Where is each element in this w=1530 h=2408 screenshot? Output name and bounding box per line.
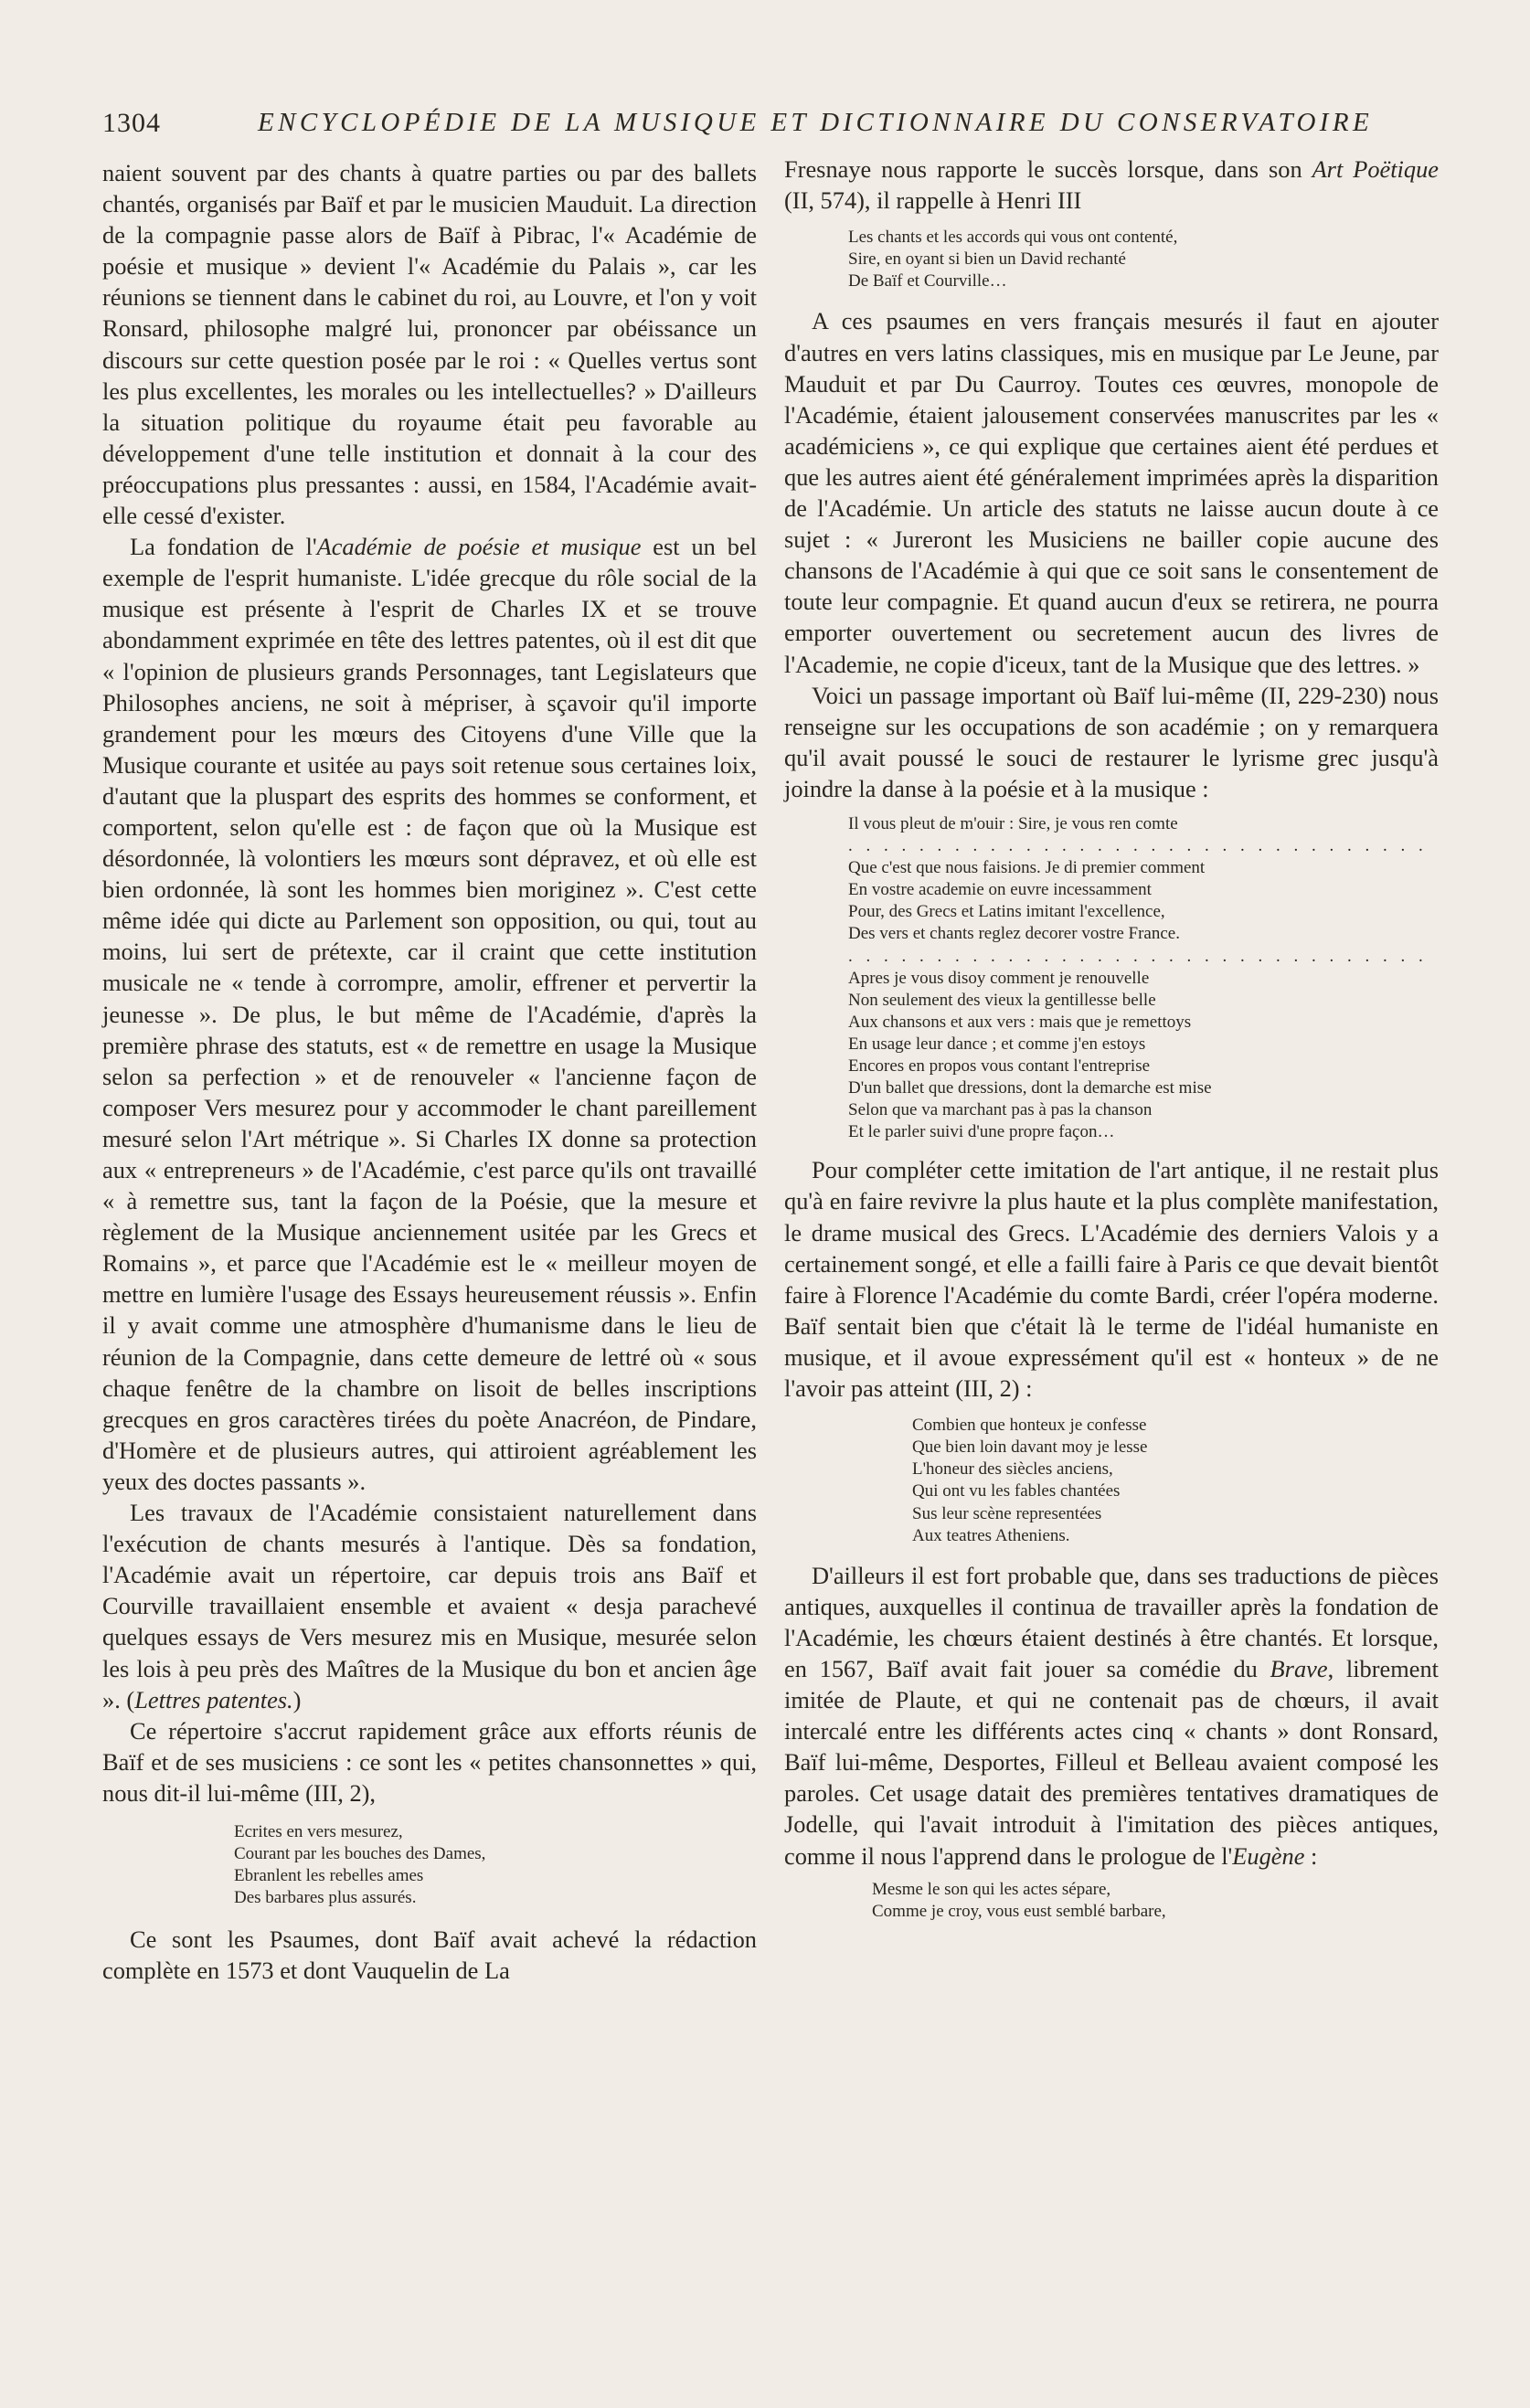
paragraph: naient souvent par des chants à quatre parties ou par des ballets chantés, organisés par Baïf et par le musicien Mauduit. La direction de la compagnie passe alors de Baïf à Pibrac, l'« Académie de poésie et musique » devient l'« Académie du Palais », car les réunions se tiennent dans le cabinet du roi, au Louvre, et l'on y voit Ronsard, philosophe malgré lui, prononcer par obéissance un discours sur cette question posée par le roi : « Quelles vertus sont les plus excellentes, les morales ou les intellectuelles? » D'ailleurs la situation politique du royaume était peu favorable au développement d'une telle institution et donnait à la cour des préoccupations plus pressantes : aussi, en 1584, l'Académie avait-elle cessé d'exister. [102, 159, 757, 530]
italic-title: Art Poëtique [1312, 155, 1439, 183]
italic-title: Lettres patentes. [134, 1685, 293, 1713]
verse-line: En vostre academie on euvre incessamment [848, 880, 1152, 900]
verse-line: Ebranlent les rebelles ames [234, 1866, 424, 1886]
verse-quote [912, 1415, 1439, 1547]
verse-line: Selon que va marchant pas à pas la chanson [848, 1100, 1153, 1120]
verse-quote [234, 1821, 757, 1909]
verse-line: Sire, en oyant si bien un David rechanté [848, 249, 1126, 270]
verse-line: Encores en propos vous contant l'entreprise [848, 1056, 1151, 1076]
paragraph: Les travaux de l'Académie consistaient naturellement dans l'exécution de chants mesurés à l'antique. Dès sa fondation, l'Académie avait un répertoire, car depuis trois ans Baïf et Courville travaillaient ensemble et avaient « desja parachevé quelques essays de Vers mesurez mis en Musique, mesurée selon les lois à peu près des Maîtres de la Musique du bon et ancien âge ». (Lettres patentes.) [102, 1499, 757, 1713]
verse-line: Aux teatres Atheniens. [912, 1525, 1070, 1545]
verse-line: D'un ballet que dressions, dont la demarche est mise [848, 1078, 1212, 1098]
verse-line: Et le parler suivi d'une propre façon… [848, 1122, 1115, 1142]
verse-line: Apres je vous disoy comment je renouvelle [848, 968, 1150, 988]
verse-line: Courant par les bouches des Dames, [234, 1844, 486, 1864]
running-head [102, 108, 1428, 144]
italic-title: Brave [1270, 1654, 1328, 1682]
verse-line: Aux chansons et aux vers : mais que je remettoys [848, 1012, 1192, 1032]
verse-line: Non seulement des vieux la gentillesse belle [848, 990, 1156, 1010]
verse-quote [872, 1879, 1439, 1923]
verse-line: De Baïf et Courville… [848, 271, 1007, 292]
paragraph: Ce répertoire s'accrut rapidement grâce aux efforts réunis de Baïf et de ses musiciens : ce sont les « petites chansonnettes » qui, nous dit-il lui-même (III, 2), [102, 1716, 757, 1807]
verse-line: Ecrites en vers mesurez, [234, 1821, 403, 1841]
paragraph: Ce sont les Psaumes, dont Baïf avait achevé la rédaction complète en 1573 et dont Vauquelin de La [102, 1925, 757, 1985]
verse-line: Des vers et chants reglez decorer vostre France. [848, 924, 1180, 944]
paragraph: Voici un passage important où Baïf lui-même (II, 229-230) nous renseigne sur les occupations de son académie ; on y remarquera qu'il avait poussé le souci de restaurer le lyrisme grec jusqu'à joindre la danse à la poésie et à la musique : [784, 681, 1439, 802]
verse-quote [848, 813, 1439, 1143]
left-column [102, 157, 757, 1987]
paragraph: Pour compléter cette imitation de l'art antique, il ne restait plus qu'à en faire revivre la plus haute et la plus complète manifestation, le drame musical des Grecs. L'Académie des derniers Valois y a certainement songé, et elle a failli faire à Paris ce que devait bientôt faire à Florence l'Académie du comte Bardi, créer l'opéra moderne. Baïf sentait bien que c'était là le terme de l'idéal humaniste en musique, et il avoue expressément qu'il est « honteux » de ne l'avoir pas atteint (III, 2) : [784, 1156, 1439, 1403]
italic-title: Académie de poésie et musique [316, 533, 642, 561]
ellipsis-dots: . . . . . . . . . . . . . . . . . . . . . . . . . . . . . . . . . [848, 836, 1428, 856]
italic-title: Eugène [1232, 1841, 1305, 1870]
page-number: 1304 [102, 108, 161, 138]
verse-line: Pour, des Grecs et Latins imitant l'excellence, [848, 902, 1165, 922]
verse-line: Il vous pleut de m'ouir : Sire, je vous ren comte [848, 813, 1178, 833]
verse-line: Sus leur scène representées [912, 1503, 1102, 1523]
ellipsis-dots: . . . . . . . . . . . . . . . . . . . . . . . . . . . . . . . . . [848, 946, 1428, 966]
verse-line: Les chants et les accords qui vous ont contenté, [848, 228, 1178, 248]
running-head-title: ENCYCLOPÉDIE DE LA MUSIQUE ET DICTIONNAIRE DU CONSERVATOIRE [258, 108, 1374, 137]
verse-quote [848, 227, 1439, 292]
verse-line: L'honeur des siècles anciens, [912, 1459, 1113, 1480]
paragraph: Fresnaye nous rapporte le succès lorsque, dans son Art Poëtique (II, 574), il rappelle à Henri III [784, 155, 1439, 215]
right-column [784, 154, 1439, 1923]
paragraph: La fondation de l'Académie de poésie et musique est un bel exemple de l'esprit humaniste. L'idée grecque du rôle social de la musique est présente à l'esprit de Charles IX et se trouve abondamment exprimée en tête des lettres patentes, où il est dit que « l'opinion de plusieurs grands Personnages, tant Legislateurs que Philosophes anciens, ne soit à mépriser, à sçavoir qu'il importe grandement pour les mœurs des Citoyens d'une Ville que la Musique courante et usitée au pays soit retenue sous certaines loix, d'autant que la pluspart des esprits des hommes se conforment, et comportent, selon qu'elle est : de façon que où la Musique est désordonnée, là volontiers les mœurs sont dépravez, et où elle est bien ordonnée, là sont les hommes bien moriginez ». C'est cette même idée qui dicte au Parlement son opposition, ou qui, tout au moins, lui sert de prétexte, car il craint que cette institution musicale ne « tende à corrompre, amolir, effrener et pervertir la jeunesse ». De plus, le but même de l'Académie, d'après la première phrase des statuts, est « de remettre en usage la Musique selon sa perfection » et de renouveler « l'ancienne façon de composer Vers mesurez pour y accommoder le chant pareillement mesuré selon l'Art métrique ». Si Charles IX donne sa protection aux « entrepreneurs » de l'Académie, c'est parce qu'ils ont travaillé « à remettre sus, tant la façon de la Poésie, que la mesure et règlement de la Musique anciennement usitée par les Grecs et Romains », et parce que l'Académie est le « meilleur moyen de mettre en lumière l'usage des Essays heureusement réussis ». Enfin il y avait comme une atmosphère d'humanisme dans le lieu de réunion de la Compagnie, dans cette demeure de lettré où « sous chaque fenêtre de la chambre on lisoit de belles inscriptions grecques en gros caractères tirées du poète Anacréon, de Pindare, d'Homère et de plusieurs autres, qui attiroient agréablement les yeux des doctes passants ». [102, 533, 757, 1495]
verse-line: Des barbares plus assurés. [234, 1888, 417, 1908]
verse-line: Que bien loin davant moy je lesse [912, 1437, 1148, 1458]
verse-line: Comme je croy, vous eust semblé barbare, [872, 1901, 1166, 1921]
verse-line: Que c'est que nous faisions. Je di premier comment [848, 858, 1206, 878]
verse-line: Combien que honteux je confesse [912, 1416, 1147, 1436]
verse-line: En usage leur dance ; et comme j'en estoys [848, 1034, 1146, 1054]
paragraph: A ces psaumes en vers français mesurés il faut en ajouter d'autres en vers latins classiques, mis en musique par Le Jeune, par Mauduit et par Du Caurroy. Toutes ces œuvres, monopole de l'Académie, étaient jalousement conservées manuscrites par les « académiciens », ce qui explique que certaines aient été perdues et que les autres aient été généralement imprimées après la disparition de l'Académie. Un article des statuts ne laisse aucun doute à ce sujet : « Jureront les Musiciens ne bailler copie aucune des chansons de l'Académie à qui que ce soit sans le consentement de toute leur compagnie. Et quand aucun d'eux se retirera, ne pourra emporter ouvertement ou secretement aucun des livres de l'Academie, ne copie d'iceux, tant de la Musique que des lettres. » [784, 307, 1439, 678]
paragraph: D'ailleurs il est fort probable que, dans ses traductions de pièces antiques, auxquelles il continua de travailler après la fondation de l'Académie, les chœurs étaient destinés à être chantés. Et lorsque, en 1567, Baïf avait fait jouer sa comédie du Brave, librement imitée de Plaute, et qui ne contenait pas de chœurs, il avait intercalé entre les différents actes cinq « chants » dont Ronsard, Baïf lui-même, Desportes, Filleul et Belleau avaient composé les paroles. Cet usage datait des premières tentatives dramatiques de Jodelle, qui l'avait introduit à l'imitation des pièces antiques, comme il nous l'apprend dans le prologue de l'Eugène : [784, 1561, 1439, 1870]
verse-line: Mesme le son qui les actes sépare, [872, 1879, 1111, 1899]
verse-line: Qui ont vu les fables chantées [912, 1481, 1121, 1501]
